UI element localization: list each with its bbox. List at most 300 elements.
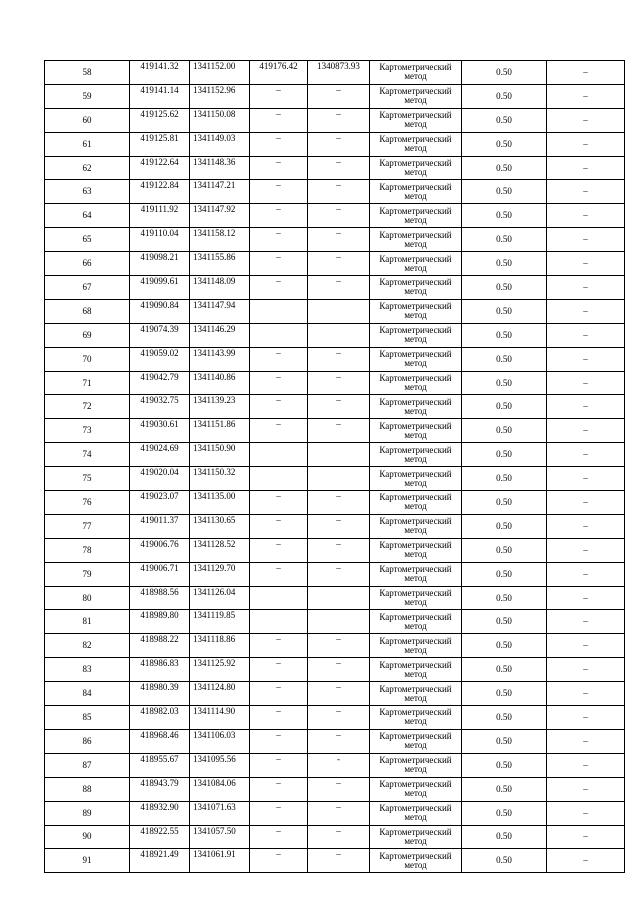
x-coordinate-cell: 418982.03 xyxy=(130,706,190,730)
point-number-cell: 72 xyxy=(45,395,130,419)
table-row xyxy=(45,371,625,395)
method-cell: Картометрический метод xyxy=(370,132,462,156)
old-x-coordinate-cell xyxy=(250,610,308,634)
y-coordinate-cell: 1341147.21 xyxy=(190,180,250,204)
note-cell: – xyxy=(547,562,625,586)
table-body xyxy=(45,61,625,873)
note-cell: – xyxy=(547,682,625,706)
accuracy-cell: 0.50 xyxy=(462,252,547,276)
old-y-coordinate-cell: – xyxy=(308,228,370,252)
method-cell: Картометрический метод xyxy=(370,706,462,730)
method-cell: Картометрический метод xyxy=(370,777,462,801)
method-cell: Картометрический метод xyxy=(370,347,462,371)
x-coordinate-cell: 419141.32 xyxy=(130,61,190,85)
table-row xyxy=(45,132,625,156)
y-coordinate-cell: 1341114.90 xyxy=(190,706,250,730)
point-number-cell: 61 xyxy=(45,132,130,156)
old-y-coordinate-cell xyxy=(308,586,370,610)
old-x-coordinate-cell: – xyxy=(250,538,308,562)
note-cell: – xyxy=(547,323,625,347)
note-cell: – xyxy=(547,753,625,777)
x-coordinate-cell: 418943.79 xyxy=(130,777,190,801)
y-coordinate-cell: 1341143.99 xyxy=(190,347,250,371)
accuracy-cell: 0.50 xyxy=(462,777,547,801)
x-coordinate-cell: 418989.80 xyxy=(130,610,190,634)
x-coordinate-cell: 419032.75 xyxy=(130,395,190,419)
x-coordinate-cell: 419122.84 xyxy=(130,180,190,204)
table-row xyxy=(45,706,625,730)
note-cell: – xyxy=(547,443,625,467)
point-number-cell: 90 xyxy=(45,825,130,849)
point-number-cell: 83 xyxy=(45,658,130,682)
old-x-coordinate-cell xyxy=(250,299,308,323)
old-x-coordinate-cell: – xyxy=(250,777,308,801)
y-coordinate-cell: 1341128.52 xyxy=(190,538,250,562)
table-row xyxy=(45,299,625,323)
table-row xyxy=(45,514,625,538)
x-coordinate-cell: 419125.62 xyxy=(130,108,190,132)
accuracy-cell: 0.50 xyxy=(462,706,547,730)
method-cell: Картометрический метод xyxy=(370,61,462,85)
point-number-cell: 91 xyxy=(45,849,130,873)
old-x-coordinate-cell: – xyxy=(250,132,308,156)
accuracy-cell: 0.50 xyxy=(462,538,547,562)
table-row xyxy=(45,228,625,252)
method-cell: Картометрический метод xyxy=(370,514,462,538)
old-y-coordinate-cell: – xyxy=(308,108,370,132)
note-cell: – xyxy=(547,706,625,730)
x-coordinate-cell: 419023.07 xyxy=(130,491,190,515)
accuracy-cell: 0.50 xyxy=(462,276,547,300)
y-coordinate-cell: 1341084.06 xyxy=(190,777,250,801)
y-coordinate-cell: 1341071.63 xyxy=(190,801,250,825)
old-y-coordinate-cell: – xyxy=(308,347,370,371)
accuracy-cell: 0.50 xyxy=(462,395,547,419)
point-number-cell: 76 xyxy=(45,491,130,515)
old-y-coordinate-cell: 1340873.93 xyxy=(308,61,370,85)
accuracy-cell: 0.50 xyxy=(462,419,547,443)
y-coordinate-cell: 1341057.50 xyxy=(190,825,250,849)
y-coordinate-cell: 1341125.92 xyxy=(190,658,250,682)
method-cell: Картометрический метод xyxy=(370,610,462,634)
old-x-coordinate-cell: – xyxy=(250,347,308,371)
y-coordinate-cell: 1341152.00 xyxy=(190,61,250,85)
point-number-cell: 73 xyxy=(45,419,130,443)
note-cell: – xyxy=(547,180,625,204)
method-cell: Картометрический метод xyxy=(370,156,462,180)
table-row xyxy=(45,419,625,443)
method-cell: Картометрический метод xyxy=(370,634,462,658)
old-y-coordinate-cell: – xyxy=(308,825,370,849)
note-cell: – xyxy=(547,395,625,419)
old-y-coordinate-cell: – xyxy=(308,801,370,825)
accuracy-cell: 0.50 xyxy=(462,108,547,132)
old-y-coordinate-cell: – xyxy=(308,706,370,730)
y-coordinate-cell: 1341140.86 xyxy=(190,371,250,395)
y-coordinate-cell: 1341061.91 xyxy=(190,849,250,873)
accuracy-cell: 0.50 xyxy=(462,347,547,371)
y-coordinate-cell: 1341150.08 xyxy=(190,108,250,132)
method-cell: Картометрический метод xyxy=(370,825,462,849)
method-cell: Картометрический метод xyxy=(370,252,462,276)
point-number-cell: 63 xyxy=(45,180,130,204)
note-cell: – xyxy=(547,658,625,682)
accuracy-cell: 0.50 xyxy=(462,801,547,825)
old-x-coordinate-cell: – xyxy=(250,849,308,873)
y-coordinate-cell: 1341158.12 xyxy=(190,228,250,252)
point-number-cell: 80 xyxy=(45,586,130,610)
point-number-cell: 87 xyxy=(45,753,130,777)
method-cell: Картометрический метод xyxy=(370,443,462,467)
old-x-coordinate-cell: – xyxy=(250,634,308,658)
accuracy-cell: 0.50 xyxy=(462,634,547,658)
note-cell: – xyxy=(547,514,625,538)
method-cell: Картометрический метод xyxy=(370,84,462,108)
accuracy-cell: 0.50 xyxy=(462,658,547,682)
point-number-cell: 86 xyxy=(45,729,130,753)
method-cell: Картометрический метод xyxy=(370,204,462,228)
table-row xyxy=(45,395,625,419)
old-x-coordinate-cell: 419176.42 xyxy=(250,61,308,85)
y-coordinate-cell: 1341139.23 xyxy=(190,395,250,419)
table-row xyxy=(45,682,625,706)
old-x-coordinate-cell: – xyxy=(250,228,308,252)
table-row xyxy=(45,252,625,276)
method-cell: Картометрический метод xyxy=(370,562,462,586)
note-cell: – xyxy=(547,299,625,323)
table-row xyxy=(45,491,625,515)
old-x-coordinate-cell: – xyxy=(250,84,308,108)
table-row xyxy=(45,538,625,562)
point-number-cell: 75 xyxy=(45,467,130,491)
old-y-coordinate-cell: – xyxy=(308,514,370,538)
old-y-coordinate-cell: - xyxy=(308,753,370,777)
note-cell: – xyxy=(547,849,625,873)
method-cell: Картометрический метод xyxy=(370,395,462,419)
old-x-coordinate-cell: – xyxy=(250,156,308,180)
y-coordinate-cell: 1341124.80 xyxy=(190,682,250,706)
point-number-cell: 71 xyxy=(45,371,130,395)
point-number-cell: 70 xyxy=(45,347,130,371)
y-coordinate-cell: 1341135.00 xyxy=(190,491,250,515)
accuracy-cell: 0.50 xyxy=(462,514,547,538)
table-row xyxy=(45,753,625,777)
y-coordinate-cell: 1341118.86 xyxy=(190,634,250,658)
old-y-coordinate-cell: – xyxy=(308,849,370,873)
y-coordinate-cell: 1341147.92 xyxy=(190,204,250,228)
old-x-coordinate-cell: – xyxy=(250,276,308,300)
old-x-coordinate-cell: – xyxy=(250,682,308,706)
accuracy-cell: 0.50 xyxy=(462,132,547,156)
point-number-cell: 85 xyxy=(45,706,130,730)
old-y-coordinate-cell xyxy=(308,467,370,491)
x-coordinate-cell: 419098.21 xyxy=(130,252,190,276)
accuracy-cell: 0.50 xyxy=(462,467,547,491)
method-cell: Картометрический метод xyxy=(370,228,462,252)
x-coordinate-cell: 419074.39 xyxy=(130,323,190,347)
method-cell: Картометрический метод xyxy=(370,801,462,825)
x-coordinate-cell: 419099.61 xyxy=(130,276,190,300)
old-y-coordinate-cell: – xyxy=(308,180,370,204)
accuracy-cell: 0.50 xyxy=(462,562,547,586)
x-coordinate-cell: 419042.79 xyxy=(130,371,190,395)
accuracy-cell: 0.50 xyxy=(462,156,547,180)
point-number-cell: 82 xyxy=(45,634,130,658)
table-row xyxy=(45,610,625,634)
old-x-coordinate-cell: – xyxy=(250,204,308,228)
note-cell: – xyxy=(547,228,625,252)
x-coordinate-cell: 418932.90 xyxy=(130,801,190,825)
old-y-coordinate-cell xyxy=(308,299,370,323)
point-number-cell: 60 xyxy=(45,108,130,132)
table-row xyxy=(45,586,625,610)
x-coordinate-cell: 419006.71 xyxy=(130,562,190,586)
old-y-coordinate-cell: – xyxy=(308,729,370,753)
accuracy-cell: 0.50 xyxy=(462,825,547,849)
note-cell: – xyxy=(547,419,625,443)
old-y-coordinate-cell: – xyxy=(308,395,370,419)
method-cell: Картометрический метод xyxy=(370,753,462,777)
old-x-coordinate-cell: – xyxy=(250,419,308,443)
x-coordinate-cell: 418980.39 xyxy=(130,682,190,706)
x-coordinate-cell: 419122.64 xyxy=(130,156,190,180)
y-coordinate-cell: 1341146.29 xyxy=(190,323,250,347)
x-coordinate-cell: 418968.46 xyxy=(130,729,190,753)
table-row xyxy=(45,777,625,801)
point-number-cell: 58 xyxy=(45,61,130,85)
accuracy-cell: 0.50 xyxy=(462,586,547,610)
y-coordinate-cell: 1341147.94 xyxy=(190,299,250,323)
accuracy-cell: 0.50 xyxy=(462,443,547,467)
table-row xyxy=(45,61,625,85)
point-number-cell: 66 xyxy=(45,252,130,276)
y-coordinate-cell: 1341126.04 xyxy=(190,586,250,610)
table-row xyxy=(45,562,625,586)
old-x-coordinate-cell: – xyxy=(250,371,308,395)
old-y-coordinate-cell: – xyxy=(308,491,370,515)
method-cell: Картометрический метод xyxy=(370,180,462,204)
x-coordinate-cell: 419024.69 xyxy=(130,443,190,467)
old-y-coordinate-cell: – xyxy=(308,777,370,801)
old-y-coordinate-cell: – xyxy=(308,562,370,586)
point-number-cell: 62 xyxy=(45,156,130,180)
note-cell: – xyxy=(547,132,625,156)
old-y-coordinate-cell: – xyxy=(308,658,370,682)
accuracy-cell: 0.50 xyxy=(462,371,547,395)
x-coordinate-cell: 419125.81 xyxy=(130,132,190,156)
accuracy-cell: 0.50 xyxy=(462,204,547,228)
point-number-cell: 68 xyxy=(45,299,130,323)
table-row xyxy=(45,443,625,467)
note-cell: – xyxy=(547,801,625,825)
x-coordinate-cell: 418988.22 xyxy=(130,634,190,658)
point-number-cell: 69 xyxy=(45,323,130,347)
old-x-coordinate-cell: – xyxy=(250,825,308,849)
note-cell: – xyxy=(547,84,625,108)
x-coordinate-cell: 418921.49 xyxy=(130,849,190,873)
coordinates-table xyxy=(44,60,625,873)
x-coordinate-cell: 419059.02 xyxy=(130,347,190,371)
y-coordinate-cell: 1341119.85 xyxy=(190,610,250,634)
accuracy-cell: 0.50 xyxy=(462,323,547,347)
old-x-coordinate-cell: – xyxy=(250,514,308,538)
note-cell: – xyxy=(547,634,625,658)
old-x-coordinate-cell xyxy=(250,323,308,347)
old-y-coordinate-cell: – xyxy=(308,132,370,156)
point-number-cell: 78 xyxy=(45,538,130,562)
method-cell: Картометрический метод xyxy=(370,299,462,323)
table-row xyxy=(45,825,625,849)
table-row xyxy=(45,729,625,753)
note-cell: – xyxy=(547,61,625,85)
point-number-cell: 64 xyxy=(45,204,130,228)
note-cell: – xyxy=(547,156,625,180)
accuracy-cell: 0.50 xyxy=(462,610,547,634)
y-coordinate-cell: 1341152.96 xyxy=(190,84,250,108)
point-number-cell: 79 xyxy=(45,562,130,586)
note-cell: – xyxy=(547,825,625,849)
accuracy-cell: 0.50 xyxy=(462,729,547,753)
y-coordinate-cell: 1341149.03 xyxy=(190,132,250,156)
y-coordinate-cell: 1341129.70 xyxy=(190,562,250,586)
method-cell: Картометрический метод xyxy=(370,491,462,515)
accuracy-cell: 0.50 xyxy=(462,753,547,777)
note-cell: – xyxy=(547,347,625,371)
note-cell: – xyxy=(547,252,625,276)
old-x-coordinate-cell xyxy=(250,467,308,491)
old-y-coordinate-cell xyxy=(308,323,370,347)
point-number-cell: 59 xyxy=(45,84,130,108)
accuracy-cell: 0.50 xyxy=(462,84,547,108)
table-row xyxy=(45,204,625,228)
method-cell: Картометрический метод xyxy=(370,849,462,873)
old-y-coordinate-cell: – xyxy=(308,419,370,443)
old-y-coordinate-cell: – xyxy=(308,682,370,706)
table-row xyxy=(45,156,625,180)
point-number-cell: 89 xyxy=(45,801,130,825)
old-x-coordinate-cell: – xyxy=(250,729,308,753)
table-row xyxy=(45,180,625,204)
accuracy-cell: 0.50 xyxy=(462,228,547,252)
x-coordinate-cell: 419090.84 xyxy=(130,299,190,323)
point-number-cell: 65 xyxy=(45,228,130,252)
y-coordinate-cell: 1341150.32 xyxy=(190,467,250,491)
point-number-cell: 74 xyxy=(45,443,130,467)
note-cell: – xyxy=(547,610,625,634)
x-coordinate-cell: 419111.92 xyxy=(130,204,190,228)
old-y-coordinate-cell: – xyxy=(308,276,370,300)
method-cell: Картометрический метод xyxy=(370,371,462,395)
old-x-coordinate-cell: – xyxy=(250,108,308,132)
note-cell: – xyxy=(547,729,625,753)
old-x-coordinate-cell xyxy=(250,586,308,610)
old-y-coordinate-cell: – xyxy=(308,204,370,228)
old-x-coordinate-cell: – xyxy=(250,180,308,204)
x-coordinate-cell: 419141.14 xyxy=(130,84,190,108)
point-number-cell: 67 xyxy=(45,276,130,300)
x-coordinate-cell: 418988.56 xyxy=(130,586,190,610)
table-row xyxy=(45,849,625,873)
old-x-coordinate-cell: – xyxy=(250,706,308,730)
table-row xyxy=(45,801,625,825)
old-x-coordinate-cell: – xyxy=(250,801,308,825)
method-cell: Картометрический метод xyxy=(370,658,462,682)
method-cell: Картометрический метод xyxy=(370,108,462,132)
old-y-coordinate-cell xyxy=(308,610,370,634)
table-row xyxy=(45,467,625,491)
y-coordinate-cell: 1341155.86 xyxy=(190,252,250,276)
method-cell: Картометрический метод xyxy=(370,276,462,300)
x-coordinate-cell: 419020.04 xyxy=(130,467,190,491)
x-coordinate-cell: 419006.76 xyxy=(130,538,190,562)
accuracy-cell: 0.50 xyxy=(462,849,547,873)
note-cell: – xyxy=(547,491,625,515)
accuracy-cell: 0.50 xyxy=(462,682,547,706)
old-x-coordinate-cell: – xyxy=(250,658,308,682)
x-coordinate-cell: 418986.83 xyxy=(130,658,190,682)
method-cell: Картометрический метод xyxy=(370,538,462,562)
old-y-coordinate-cell: – xyxy=(308,371,370,395)
old-x-coordinate-cell: – xyxy=(250,252,308,276)
old-y-coordinate-cell: – xyxy=(308,634,370,658)
x-coordinate-cell: 418955.67 xyxy=(130,753,190,777)
table-row xyxy=(45,276,625,300)
old-x-coordinate-cell: – xyxy=(250,395,308,419)
old-y-coordinate-cell: – xyxy=(308,538,370,562)
note-cell: – xyxy=(547,276,625,300)
point-number-cell: 77 xyxy=(45,514,130,538)
old-y-coordinate-cell: – xyxy=(308,84,370,108)
table-row xyxy=(45,323,625,347)
y-coordinate-cell: 1341150.90 xyxy=(190,443,250,467)
y-coordinate-cell: 1341130.65 xyxy=(190,514,250,538)
table-row xyxy=(45,347,625,371)
table-row xyxy=(45,108,625,132)
note-cell: – xyxy=(547,538,625,562)
old-y-coordinate-cell: – xyxy=(308,252,370,276)
note-cell: – xyxy=(547,108,625,132)
point-number-cell: 88 xyxy=(45,777,130,801)
note-cell: – xyxy=(547,371,625,395)
x-coordinate-cell: 419110.04 xyxy=(130,228,190,252)
table-row xyxy=(45,84,625,108)
method-cell: Картометрический метод xyxy=(370,323,462,347)
accuracy-cell: 0.50 xyxy=(462,491,547,515)
y-coordinate-cell: 1341106.03 xyxy=(190,729,250,753)
y-coordinate-cell: 1341151.86 xyxy=(190,419,250,443)
point-number-cell: 81 xyxy=(45,610,130,634)
accuracy-cell: 0.50 xyxy=(462,180,547,204)
method-cell: Картометрический метод xyxy=(370,586,462,610)
old-y-coordinate-cell: – xyxy=(308,156,370,180)
x-coordinate-cell: 419011.37 xyxy=(130,514,190,538)
old-x-coordinate-cell: – xyxy=(250,753,308,777)
accuracy-cell: 0.50 xyxy=(462,61,547,85)
y-coordinate-cell: 1341148.36 xyxy=(190,156,250,180)
accuracy-cell: 0.50 xyxy=(462,299,547,323)
method-cell: Картометрический метод xyxy=(370,419,462,443)
method-cell: Картометрический метод xyxy=(370,729,462,753)
method-cell: Картометрический метод xyxy=(370,467,462,491)
old-y-coordinate-cell xyxy=(308,443,370,467)
note-cell: – xyxy=(547,467,625,491)
x-coordinate-cell: 418922.55 xyxy=(130,825,190,849)
x-coordinate-cell: 419030.61 xyxy=(130,419,190,443)
point-number-cell: 84 xyxy=(45,682,130,706)
note-cell: – xyxy=(547,204,625,228)
old-x-coordinate-cell xyxy=(250,443,308,467)
y-coordinate-cell: 1341148.09 xyxy=(190,276,250,300)
